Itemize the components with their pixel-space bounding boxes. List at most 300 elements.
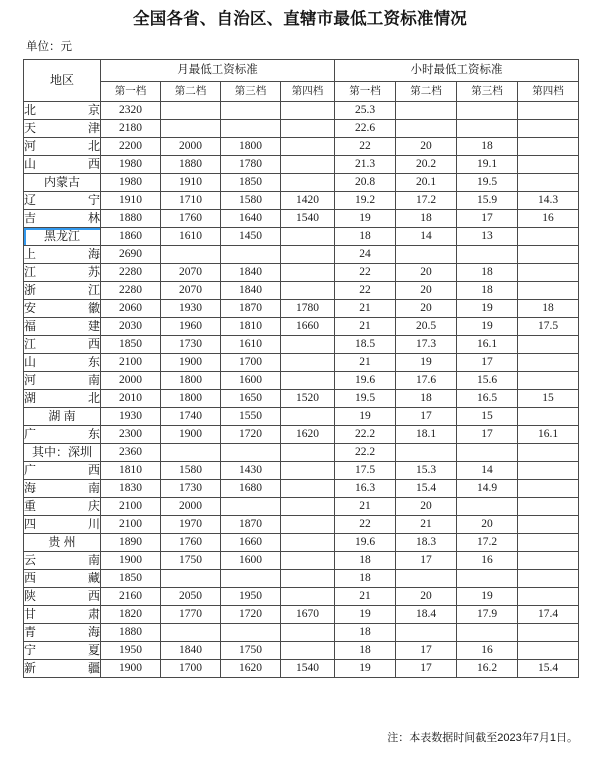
- cell-hourly-tier-1: 21: [335, 498, 396, 516]
- cell-monthly-tier-3: 1720: [221, 606, 281, 624]
- cell-monthly-tier-4: [281, 498, 335, 516]
- cell-monthly-tier-3: 1680: [221, 480, 281, 498]
- header-hourly-tier-4: 第四档: [518, 82, 579, 102]
- cell-hourly-tier-2: 18.1: [396, 426, 457, 444]
- cell-hourly-tier-4: [518, 264, 579, 282]
- cell-hourly-tier-2: 17: [396, 660, 457, 678]
- cell-hourly-tier-3: 17: [457, 210, 518, 228]
- header-monthly-tier-1: 第一档: [101, 82, 161, 102]
- region-label: 内蒙古: [43, 175, 80, 189]
- cell-monthly-tier-3: 1620: [221, 660, 281, 678]
- region-cell: [24, 534, 101, 552]
- cell-hourly-tier-3: 18: [457, 282, 518, 300]
- cell-monthly-tier-3: 1810: [221, 318, 281, 336]
- cell-hourly-tier-4: [518, 336, 579, 354]
- cell-monthly-tier-3: 1580: [221, 192, 281, 210]
- cell-monthly-tier-4: [281, 444, 335, 462]
- cell-monthly-tier-3: [221, 570, 281, 588]
- cell-hourly-tier-2: 20: [396, 300, 457, 318]
- table-row: [24, 174, 579, 192]
- cell-hourly-tier-3: 16: [457, 552, 518, 570]
- cell-hourly-tier-2: 20: [396, 498, 457, 516]
- table-row: [24, 372, 579, 390]
- cell-monthly-tier-4: [281, 462, 335, 480]
- cell-monthly-tier-1: 1900: [101, 552, 161, 570]
- table-header-tier-row: [24, 82, 579, 102]
- cell-hourly-tier-4: [518, 138, 579, 156]
- cell-hourly-tier-1: 21: [335, 354, 396, 372]
- cell-monthly-tier-1: 1820: [101, 606, 161, 624]
- cell-monthly-tier-4: [281, 102, 335, 120]
- cell-hourly-tier-2: 21: [396, 516, 457, 534]
- cell-monthly-tier-4: [281, 624, 335, 642]
- header-hourly-group: 小时最低工资标准: [335, 60, 579, 82]
- table-row: [24, 642, 579, 660]
- cell-hourly-tier-4: 17.5: [518, 318, 579, 336]
- header-monthly-tier-2: 第二档: [161, 82, 221, 102]
- cell-monthly-tier-2: 1740: [161, 408, 221, 426]
- cell-hourly-tier-3: [457, 498, 518, 516]
- table-row: [24, 624, 579, 642]
- cell-hourly-tier-2: 18.3: [396, 534, 457, 552]
- table-row: [24, 120, 579, 138]
- region-label: 贵 州: [48, 535, 76, 549]
- cell-hourly-tier-4: [518, 642, 579, 660]
- cell-monthly-tier-2: 1900: [161, 426, 221, 444]
- cell-hourly-tier-1: 18: [335, 552, 396, 570]
- cell-monthly-tier-2: [161, 246, 221, 264]
- cell-monthly-tier-3: 1600: [221, 372, 281, 390]
- region-cell: [24, 174, 101, 192]
- cell-hourly-tier-3: [457, 246, 518, 264]
- region-cell: [24, 390, 101, 408]
- region-label: 天 津: [24, 121, 100, 135]
- region-cell: [24, 354, 101, 372]
- cell-monthly-tier-2: 1710: [161, 192, 221, 210]
- cell-monthly-tier-4: [281, 372, 335, 390]
- cell-monthly-tier-2: 2070: [161, 282, 221, 300]
- region-cell: [24, 498, 101, 516]
- table-row: [24, 102, 579, 120]
- cell-hourly-tier-2: 20.2: [396, 156, 457, 174]
- cell-hourly-tier-4: [518, 174, 579, 192]
- cell-monthly-tier-1: 1930: [101, 408, 161, 426]
- cell-monthly-tier-3: [221, 444, 281, 462]
- cell-monthly-tier-3: 1600: [221, 552, 281, 570]
- cell-monthly-tier-4: 1520: [281, 390, 335, 408]
- region-label: 陕 西: [24, 589, 100, 603]
- region-label: 江 西: [24, 337, 100, 351]
- cell-hourly-tier-3: 19.1: [457, 156, 518, 174]
- cell-hourly-tier-4: 15.4: [518, 660, 579, 678]
- cell-hourly-tier-4: [518, 102, 579, 120]
- cell-monthly-tier-1: 1950: [101, 642, 161, 660]
- cell-monthly-tier-4: [281, 336, 335, 354]
- table-row: [24, 444, 579, 462]
- region-cell: [24, 282, 101, 300]
- cell-hourly-tier-4: [518, 588, 579, 606]
- cell-monthly-tier-1: 2180: [101, 120, 161, 138]
- cell-monthly-tier-1: 2360: [101, 444, 161, 462]
- cell-hourly-tier-1: 19: [335, 408, 396, 426]
- cell-hourly-tier-4: 17.4: [518, 606, 579, 624]
- table-header: [24, 60, 579, 102]
- cell-hourly-tier-4: [518, 480, 579, 498]
- cell-hourly-tier-1: 21: [335, 588, 396, 606]
- region-label: 福 建: [24, 319, 100, 333]
- region-cell: [24, 570, 101, 588]
- cell-monthly-tier-4: [281, 264, 335, 282]
- cell-hourly-tier-2: 17.3: [396, 336, 457, 354]
- region-label: 湖 南: [48, 409, 76, 423]
- table-row: [24, 192, 579, 210]
- cell-hourly-tier-1: 16.3: [335, 480, 396, 498]
- cell-monthly-tier-3: 1950: [221, 588, 281, 606]
- cell-hourly-tier-1: 22.2: [335, 426, 396, 444]
- header-hourly-tier-2: 第二档: [396, 82, 457, 102]
- cell-hourly-tier-3: 18: [457, 264, 518, 282]
- cell-monthly-tier-2: 2000: [161, 138, 221, 156]
- region-label: 山 东: [24, 355, 100, 369]
- cell-monthly-tier-1: 2100: [101, 498, 161, 516]
- cell-monthly-tier-3: 1780: [221, 156, 281, 174]
- table-header-group-row: [24, 60, 579, 82]
- cell-monthly-tier-4: [281, 246, 335, 264]
- table-row: [24, 606, 579, 624]
- cell-hourly-tier-1: 19: [335, 660, 396, 678]
- cell-monthly-tier-4: [281, 174, 335, 192]
- cell-monthly-tier-2: 1840: [161, 642, 221, 660]
- region-label: 广 西: [24, 463, 100, 477]
- cell-monthly-tier-4: [281, 156, 335, 174]
- region-label: 青 海: [24, 625, 100, 639]
- cell-hourly-tier-1: 22.2: [335, 444, 396, 462]
- cell-monthly-tier-3: [221, 120, 281, 138]
- table-row: [24, 588, 579, 606]
- cell-monthly-tier-1: 1860: [101, 228, 161, 246]
- cell-monthly-tier-4: [281, 570, 335, 588]
- cell-monthly-tier-4: [281, 282, 335, 300]
- cell-hourly-tier-2: 20: [396, 138, 457, 156]
- cell-hourly-tier-1: 19: [335, 606, 396, 624]
- cell-monthly-tier-3: 1850: [221, 174, 281, 192]
- table-row: [24, 660, 579, 678]
- region-label: 重 庆: [24, 499, 100, 513]
- cell-hourly-tier-3: 19.5: [457, 174, 518, 192]
- cell-monthly-tier-1: 2060: [101, 300, 161, 318]
- cell-monthly-tier-4: [281, 480, 335, 498]
- cell-monthly-tier-2: 1930: [161, 300, 221, 318]
- cell-hourly-tier-4: [518, 354, 579, 372]
- cell-monthly-tier-2: 1610: [161, 228, 221, 246]
- region-cell: [24, 300, 101, 318]
- cell-hourly-tier-1: 25.3: [335, 102, 396, 120]
- cell-monthly-tier-2: 1900: [161, 354, 221, 372]
- cell-hourly-tier-1: 17.5: [335, 462, 396, 480]
- cell-hourly-tier-3: 17.2: [457, 534, 518, 552]
- cell-hourly-tier-1: 18: [335, 228, 396, 246]
- cell-hourly-tier-1: 18: [335, 642, 396, 660]
- cell-hourly-tier-2: [396, 624, 457, 642]
- table-row: [24, 354, 579, 372]
- cell-monthly-tier-3: 1660: [221, 534, 281, 552]
- cell-monthly-tier-1: 1980: [101, 156, 161, 174]
- header-hourly-tier-3: 第三档: [457, 82, 518, 102]
- cell-monthly-tier-4: [281, 516, 335, 534]
- header-region: 地区: [24, 60, 101, 102]
- region-label: 海 南: [24, 481, 100, 495]
- cell-monthly-tier-1: 2280: [101, 282, 161, 300]
- cell-monthly-tier-1: 1850: [101, 336, 161, 354]
- header-monthly-tier-4: 第四档: [281, 82, 335, 102]
- cell-hourly-tier-3: 15.9: [457, 192, 518, 210]
- cell-hourly-tier-1: 22: [335, 282, 396, 300]
- cell-hourly-tier-2: 20: [396, 264, 457, 282]
- table-row: [24, 264, 579, 282]
- cell-hourly-tier-3: 16: [457, 642, 518, 660]
- region-label: 新 疆: [24, 661, 100, 675]
- cell-monthly-tier-1: 2160: [101, 588, 161, 606]
- cell-monthly-tier-3: 1800: [221, 138, 281, 156]
- region-cell: [24, 102, 101, 120]
- region-label: 北 京: [24, 103, 100, 117]
- cell-hourly-tier-4: 16.1: [518, 426, 579, 444]
- cell-hourly-tier-3: 19: [457, 300, 518, 318]
- cell-monthly-tier-3: 1700: [221, 354, 281, 372]
- table-row: [24, 534, 579, 552]
- cell-hourly-tier-1: 22: [335, 138, 396, 156]
- cell-monthly-tier-4: [281, 354, 335, 372]
- header-monthly-tier-3: 第三档: [221, 82, 281, 102]
- region-label: 江 苏: [24, 265, 100, 279]
- cell-monthly-tier-2: [161, 624, 221, 642]
- cell-hourly-tier-2: 17: [396, 552, 457, 570]
- region-label: 甘 肃: [24, 607, 100, 621]
- region-label: 河 南: [24, 373, 100, 387]
- cell-hourly-tier-4: [518, 408, 579, 426]
- region-label: 西 藏: [24, 571, 100, 585]
- cell-hourly-tier-2: [396, 246, 457, 264]
- cell-monthly-tier-3: [221, 624, 281, 642]
- cell-monthly-tier-2: 1750: [161, 552, 221, 570]
- cell-monthly-tier-2: 1910: [161, 174, 221, 192]
- cell-hourly-tier-3: 16.2: [457, 660, 518, 678]
- region-cell: [24, 264, 101, 282]
- cell-monthly-tier-3: 1840: [221, 282, 281, 300]
- region-cell: [24, 336, 101, 354]
- region-cell: [24, 408, 101, 426]
- cell-hourly-tier-3: 18: [457, 138, 518, 156]
- cell-monthly-tier-1: 1900: [101, 660, 161, 678]
- cell-monthly-tier-3: [221, 102, 281, 120]
- region-label: 辽 宁: [24, 193, 100, 207]
- cell-hourly-tier-1: 19.6: [335, 372, 396, 390]
- cell-monthly-tier-2: [161, 120, 221, 138]
- cell-monthly-tier-3: 1640: [221, 210, 281, 228]
- cell-hourly-tier-1: 20.8: [335, 174, 396, 192]
- cell-monthly-tier-1: 1830: [101, 480, 161, 498]
- cell-monthly-tier-2: 1580: [161, 462, 221, 480]
- cell-monthly-tier-2: 1960: [161, 318, 221, 336]
- cell-hourly-tier-2: 19: [396, 354, 457, 372]
- cell-hourly-tier-3: 19: [457, 318, 518, 336]
- cell-monthly-tier-1: 2690: [101, 246, 161, 264]
- cell-hourly-tier-3: 13: [457, 228, 518, 246]
- region-cell: [24, 120, 101, 138]
- cell-hourly-tier-2: 17: [396, 642, 457, 660]
- cell-monthly-tier-4: [281, 552, 335, 570]
- table-row: [24, 570, 579, 588]
- cell-monthly-tier-4: [281, 138, 335, 156]
- cell-hourly-tier-1: 19.6: [335, 534, 396, 552]
- cell-monthly-tier-3: 1750: [221, 642, 281, 660]
- cell-monthly-tier-1: 1890: [101, 534, 161, 552]
- table-row: [24, 516, 579, 534]
- table-row: [24, 462, 579, 480]
- cell-monthly-tier-4: 1780: [281, 300, 335, 318]
- header-monthly-group: 月最低工资标准: [101, 60, 335, 82]
- region-label: 山 西: [24, 157, 100, 171]
- region-cell: [24, 228, 101, 246]
- cell-hourly-tier-1: 18.5: [335, 336, 396, 354]
- cell-monthly-tier-1: 1910: [101, 192, 161, 210]
- cell-monthly-tier-3: [221, 246, 281, 264]
- cell-monthly-tier-2: [161, 570, 221, 588]
- cell-hourly-tier-2: 17: [396, 408, 457, 426]
- cell-hourly-tier-4: [518, 498, 579, 516]
- cell-monthly-tier-4: [281, 642, 335, 660]
- cell-monthly-tier-3: [221, 498, 281, 516]
- cell-hourly-tier-2: [396, 102, 457, 120]
- cell-monthly-tier-4: 1670: [281, 606, 335, 624]
- cell-hourly-tier-4: [518, 624, 579, 642]
- cell-hourly-tier-4: [518, 372, 579, 390]
- cell-hourly-tier-2: 18: [396, 210, 457, 228]
- cell-hourly-tier-4: [518, 156, 579, 174]
- table-row: [24, 426, 579, 444]
- table-row: [24, 480, 579, 498]
- cell-monthly-tier-3: 1450: [221, 228, 281, 246]
- region-cell: [24, 606, 101, 624]
- cell-monthly-tier-2: 2050: [161, 588, 221, 606]
- region-label: 吉 林: [24, 211, 100, 225]
- cell-hourly-tier-2: 20: [396, 588, 457, 606]
- cell-monthly-tier-3: 1650: [221, 390, 281, 408]
- cell-monthly-tier-4: [281, 534, 335, 552]
- cell-hourly-tier-4: [518, 246, 579, 264]
- cell-monthly-tier-2: 2000: [161, 498, 221, 516]
- region-label: 宁 夏: [24, 643, 100, 657]
- cell-hourly-tier-3: 16.5: [457, 390, 518, 408]
- cell-hourly-tier-3: 14: [457, 462, 518, 480]
- region-cell: [24, 138, 101, 156]
- region-cell: [24, 660, 101, 678]
- region-label: 黑龙江: [43, 229, 80, 243]
- cell-hourly-tier-4: 18: [518, 300, 579, 318]
- cell-monthly-tier-1: 2000: [101, 372, 161, 390]
- region-label: 安 徽: [24, 301, 100, 315]
- table-row: [24, 210, 579, 228]
- cell-hourly-tier-4: [518, 282, 579, 300]
- cell-hourly-tier-3: 14.9: [457, 480, 518, 498]
- header-hourly-tier-1: 第一档: [335, 82, 396, 102]
- cell-hourly-tier-3: [457, 102, 518, 120]
- cell-hourly-tier-4: [518, 552, 579, 570]
- cell-monthly-tier-2: 1880: [161, 156, 221, 174]
- cell-hourly-tier-1: 18: [335, 624, 396, 642]
- cell-hourly-tier-1: 24: [335, 246, 396, 264]
- region-label: 湖 北: [24, 391, 100, 405]
- cell-hourly-tier-3: [457, 570, 518, 588]
- cell-monthly-tier-1: 1880: [101, 210, 161, 228]
- region-cell: [24, 444, 101, 462]
- cell-hourly-tier-1: 22: [335, 264, 396, 282]
- cell-hourly-tier-2: 17.2: [396, 192, 457, 210]
- region-label: 四 川: [24, 517, 100, 531]
- cell-hourly-tier-2: [396, 120, 457, 138]
- cell-monthly-tier-4: [281, 588, 335, 606]
- cell-monthly-tier-4: [281, 228, 335, 246]
- cell-hourly-tier-3: 15.6: [457, 372, 518, 390]
- table-row: [24, 300, 579, 318]
- cell-hourly-tier-3: [457, 120, 518, 138]
- cell-hourly-tier-4: [518, 444, 579, 462]
- cell-hourly-tier-2: 20.1: [396, 174, 457, 192]
- cell-monthly-tier-2: 1800: [161, 372, 221, 390]
- wage-table-container: [23, 59, 578, 678]
- cell-hourly-tier-4: [518, 228, 579, 246]
- cell-hourly-tier-2: 15.3: [396, 462, 457, 480]
- cell-hourly-tier-1: 22: [335, 516, 396, 534]
- cell-monthly-tier-4: 1660: [281, 318, 335, 336]
- cell-hourly-tier-2: 20.5: [396, 318, 457, 336]
- region-cell: [24, 156, 101, 174]
- cell-monthly-tier-1: 2200: [101, 138, 161, 156]
- cell-hourly-tier-4: [518, 570, 579, 588]
- cell-hourly-tier-4: 15: [518, 390, 579, 408]
- cell-monthly-tier-1: 1810: [101, 462, 161, 480]
- cell-monthly-tier-1: 2030: [101, 318, 161, 336]
- cell-monthly-tier-2: 1730: [161, 336, 221, 354]
- region-cell: [24, 372, 101, 390]
- cell-monthly-tier-2: 1700: [161, 660, 221, 678]
- table-row: [24, 138, 579, 156]
- region-cell: [24, 192, 101, 210]
- table-row: [24, 282, 579, 300]
- table-row: [24, 498, 579, 516]
- cell-monthly-tier-1: 1980: [101, 174, 161, 192]
- table-row: [24, 156, 579, 174]
- region-cell: [24, 426, 101, 444]
- cell-hourly-tier-4: 16: [518, 210, 579, 228]
- table-row: [24, 228, 579, 246]
- cell-hourly-tier-4: 14.3: [518, 192, 579, 210]
- table-row: [24, 318, 579, 336]
- region-cell: [24, 552, 101, 570]
- cell-monthly-tier-1: 2010: [101, 390, 161, 408]
- cell-hourly-tier-3: 17: [457, 354, 518, 372]
- cell-monthly-tier-1: 1850: [101, 570, 161, 588]
- cell-monthly-tier-1: 2100: [101, 354, 161, 372]
- region-label: 广 东: [24, 427, 100, 441]
- region-label: 上 海: [24, 247, 100, 261]
- table-row: [24, 408, 579, 426]
- cell-hourly-tier-4: [518, 120, 579, 138]
- cell-hourly-tier-3: 20: [457, 516, 518, 534]
- cell-hourly-tier-2: 18: [396, 390, 457, 408]
- table-row: [24, 552, 579, 570]
- region-label: 云 南: [24, 553, 100, 567]
